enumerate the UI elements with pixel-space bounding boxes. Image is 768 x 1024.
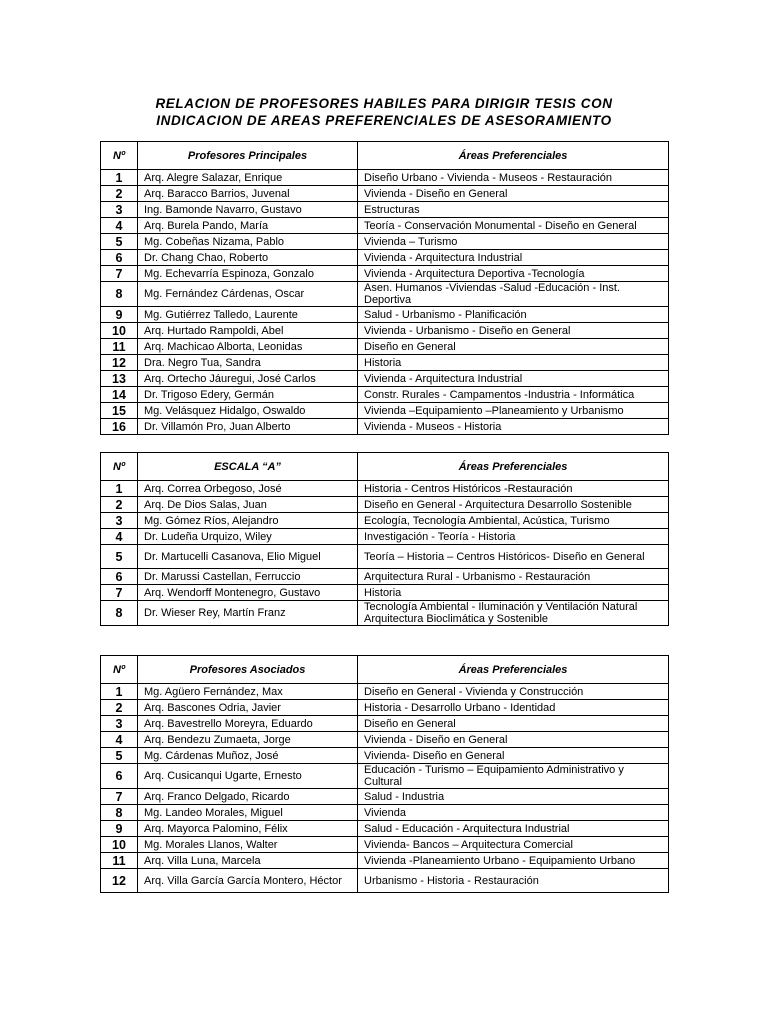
cell-number: 11 — [101, 339, 138, 355]
cell-name: Arq. Ortecho Jáuregui, José Carlos — [138, 371, 358, 387]
cell-name: Arq. Cusicanqui Ugarte, Ernesto — [138, 764, 358, 789]
header-areas: Áreas Preferenciales — [358, 656, 669, 684]
cell-name: Dr. Marussi Castellan, Ferruccio — [138, 569, 358, 585]
cell-name: Dr. Villamón Pro, Juan Alberto — [138, 419, 358, 435]
cell-name: Arq. Bavestrello Moreyra, Eduardo — [138, 716, 358, 732]
cell-number: 7 — [101, 789, 138, 805]
table-row — [101, 371, 669, 387]
cell-name: Arq. Correa Orbegoso, José — [138, 481, 358, 497]
cell-number: 11 — [101, 853, 138, 869]
cell-number: 6 — [101, 764, 138, 789]
cell-areas: Vivienda - Museos - Historia — [358, 419, 669, 435]
cell-name: Arq. De Dios Salas, Juan — [138, 497, 358, 513]
cell-name: Mg. Agüero Fernández, Max — [138, 684, 358, 700]
table-row — [101, 700, 669, 716]
table-row — [101, 805, 669, 821]
cell-number: 13 — [101, 371, 138, 387]
cell-name: Mg. Echevarría Espinoza, Gonzalo — [138, 266, 358, 282]
cell-areas: Vivienda -Planeamiento Urbano - Equipamiento Urbano — [358, 853, 669, 869]
header-name: Profesores Principales — [138, 142, 358, 170]
table-row — [101, 355, 669, 371]
table-row — [101, 821, 669, 837]
cell-name: Arq. Villa Luna, Marcela — [138, 853, 358, 869]
cell-areas: Vivienda - Arquitectura Industrial — [358, 371, 669, 387]
table-row — [101, 748, 669, 764]
cell-number: 16 — [101, 419, 138, 435]
cell-number: 5 — [101, 748, 138, 764]
cell-number: 10 — [101, 837, 138, 853]
cell-areas: Historia - Desarrollo Urbano - Identidad — [358, 700, 669, 716]
table-header-row — [101, 453, 669, 481]
cell-areas: Vivienda –Equipamiento –Planeamiento y Urbanismo — [358, 403, 669, 419]
cell-number: 9 — [101, 307, 138, 323]
cell-name: Mg. Cárdenas Muñoz, José — [138, 748, 358, 764]
header-number: Nº — [101, 142, 138, 170]
cell-number: 10 — [101, 323, 138, 339]
table-row — [101, 716, 669, 732]
cell-areas: Vivienda – Turismo — [358, 234, 669, 250]
cell-number: 12 — [101, 355, 138, 371]
cell-number: 8 — [101, 805, 138, 821]
cell-name: Arq. Bendezu Zumaeta, Jorge — [138, 732, 358, 748]
cell-areas: Salud - Educación - Arquitectura Industrial — [358, 821, 669, 837]
table-row — [101, 419, 669, 435]
cell-areas: Vivienda - Arquitectura Deportiva -Tecnología — [358, 266, 669, 282]
cell-number: 1 — [101, 481, 138, 497]
cell-name: Arq. Villa García García Montero, Héctor — [138, 869, 358, 893]
cell-name: Arq. Franco Delgado, Ricardo — [138, 789, 358, 805]
cell-areas: Historia — [358, 355, 669, 371]
table-row — [101, 764, 669, 789]
cell-name: Arq. Machicao Alborta, Leonidas — [138, 339, 358, 355]
cell-areas: Vivienda - Diseño en General — [358, 732, 669, 748]
cell-number: 6 — [101, 569, 138, 585]
cell-areas: Diseño en General - Arquitectura Desarrollo Sostenible — [358, 497, 669, 513]
table-row — [101, 266, 669, 282]
cell-name: Mg. Fernández Cárdenas, Oscar — [138, 282, 358, 307]
cell-number: 3 — [101, 716, 138, 732]
cell-areas: Estructuras — [358, 202, 669, 218]
table-row — [101, 513, 669, 529]
cell-number: 15 — [101, 403, 138, 419]
cell-number: 7 — [101, 585, 138, 601]
table-row — [101, 307, 669, 323]
cell-number: 3 — [101, 202, 138, 218]
cell-areas: Teoría - Conservación Monumental - Diseño en General — [358, 218, 669, 234]
table-row — [101, 869, 669, 893]
cell-name: Dr. Martucelli Casanova, Elio Miguel — [138, 545, 358, 569]
cell-name: Dr. Trigoso Edery, Germán — [138, 387, 358, 403]
header-areas: Áreas Preferenciales — [358, 453, 669, 481]
table-row — [101, 585, 669, 601]
cell-number: 9 — [101, 821, 138, 837]
cell-name: Mg. Landeo Morales, Miguel — [138, 805, 358, 821]
cell-areas: Vivienda- Bancos – Arquitectura Comercial — [358, 837, 669, 853]
table-row — [101, 481, 669, 497]
table-row — [101, 601, 669, 626]
table-row — [101, 497, 669, 513]
cell-areas: Diseño Urbano - Vivienda - Museos - Restauración — [358, 170, 669, 186]
table-escala-a — [100, 452, 669, 626]
table-row — [101, 186, 669, 202]
cell-name: Mg. Cobeñas Nizama, Pablo — [138, 234, 358, 250]
cell-name: Arq. Baracco Barrios, Juvenal — [138, 186, 358, 202]
table-row — [101, 789, 669, 805]
cell-number: 2 — [101, 497, 138, 513]
cell-number: 4 — [101, 529, 138, 545]
cell-number: 4 — [101, 732, 138, 748]
table-row — [101, 339, 669, 355]
cell-areas: Diseño en General — [358, 716, 669, 732]
table-profesores-asociados — [100, 655, 669, 893]
document-title-line-2: INDICACION DE AREAS PREFERENCIALES DE ASESORAMIENTO — [156, 113, 612, 128]
cell-number: 3 — [101, 513, 138, 529]
table-row — [101, 250, 669, 266]
table-row — [101, 403, 669, 419]
cell-number: 1 — [101, 170, 138, 186]
cell-name: Arq. Wendorff Montenegro, Gustavo — [138, 585, 358, 601]
cell-number: 6 — [101, 250, 138, 266]
cell-name: Mg. Gutiérrez Talledo, Laurente — [138, 307, 358, 323]
table-row — [101, 323, 669, 339]
cell-name: Arq. Hurtado Rampoldi, Abel — [138, 323, 358, 339]
cell-number: 4 — [101, 218, 138, 234]
cell-number: 14 — [101, 387, 138, 403]
cell-number: 2 — [101, 186, 138, 202]
cell-number: 12 — [101, 869, 138, 893]
header-name: Profesores Asociados — [138, 656, 358, 684]
header-areas: Áreas Preferenciales — [358, 142, 669, 170]
cell-name: Dr. Wieser Rey, Martín Franz — [138, 601, 358, 626]
table-row — [101, 387, 669, 403]
cell-name: Arq. Burela Pando, María — [138, 218, 358, 234]
table-row — [101, 529, 669, 545]
cell-areas: Salud - Industria — [358, 789, 669, 805]
cell-areas: Vivienda - Urbanismo - Diseño en General — [358, 323, 669, 339]
cell-name: Mg. Gómez Ríos, Alejandro — [138, 513, 358, 529]
table-row — [101, 202, 669, 218]
cell-areas: Tecnología Ambiental - Iluminación y Ventilación Natural Arquitectura Bioclimática y Sostenible — [358, 601, 669, 626]
cell-number: 2 — [101, 700, 138, 716]
table-row — [101, 234, 669, 250]
cell-areas: Investigación - Teoría - Historia — [358, 529, 669, 545]
cell-name: Dra. Negro Tua, Sandra — [138, 355, 358, 371]
cell-name: Ing. Bamonde Navarro, Gustavo — [138, 202, 358, 218]
cell-areas: Historia - Centros Históricos -Restauración — [358, 481, 669, 497]
table-row — [101, 569, 669, 585]
cell-areas: Arquitectura Rural - Urbanismo - Restauración — [358, 569, 669, 585]
cell-name: Dr. Ludeña Urquizo, Wiley — [138, 529, 358, 545]
table-row — [101, 732, 669, 748]
table-profesores-principales — [100, 141, 669, 435]
cell-name: Arq. Mayorca Palomino, Félix — [138, 821, 358, 837]
cell-number: 8 — [101, 601, 138, 626]
cell-number: 1 — [101, 684, 138, 700]
cell-areas: Urbanismo - Historia - Restauración — [358, 869, 669, 893]
cell-name: Mg. Velásquez Hidalgo, Oswaldo — [138, 403, 358, 419]
table-row — [101, 170, 669, 186]
cell-areas: Diseño en General - Vivienda y Construcción — [358, 684, 669, 700]
cell-name: Arq. Alegre Salazar, Enrique — [138, 170, 358, 186]
header-number: Nº — [101, 656, 138, 684]
document-title-line-1: RELACION DE PROFESORES HABILES PARA DIRIGIR TESIS CON — [155, 96, 613, 111]
cell-name: Dr. Chang Chao, Roberto — [138, 250, 358, 266]
header-name: ESCALA “A” — [138, 453, 358, 481]
table-row — [101, 282, 669, 307]
header-number: Nº — [101, 453, 138, 481]
cell-name: Mg. Morales Llanos, Walter — [138, 837, 358, 853]
table-header-row — [101, 656, 669, 684]
cell-number: 7 — [101, 266, 138, 282]
cell-areas: Diseño en General — [358, 339, 669, 355]
table-row — [101, 218, 669, 234]
cell-areas: Vivienda — [358, 805, 669, 821]
cell-areas: Salud - Urbanismo - Planificación — [358, 307, 669, 323]
table-row — [101, 853, 669, 869]
cell-areas: Historia — [358, 585, 669, 601]
cell-areas: Vivienda - Arquitectura Industrial — [358, 250, 669, 266]
cell-areas: Vivienda- Diseño en General — [358, 748, 669, 764]
cell-areas: Asen. Humanos -Viviendas -Salud -Educación - Inst. Deportiva — [358, 282, 669, 307]
cell-areas: Educación - Turismo – Equipamiento Administrativo y Cultural — [358, 764, 669, 789]
table-row — [101, 684, 669, 700]
table-row — [101, 837, 669, 853]
cell-number: 5 — [101, 545, 138, 569]
cell-number: 5 — [101, 234, 138, 250]
cell-areas: Ecología, Tecnología Ambiental, Acústica, Turismo — [358, 513, 669, 529]
cell-areas: Constr. Rurales - Campamentos -Industria - Informática — [358, 387, 669, 403]
table-header-row — [101, 142, 669, 170]
table-row — [101, 545, 669, 569]
cell-areas: Teoría – Historia – Centros Históricos- Diseño en General — [358, 545, 669, 569]
cell-number: 8 — [101, 282, 138, 307]
cell-areas: Vivienda - Diseño en General — [358, 186, 669, 202]
cell-name: Arq. Bascones Odria, Javier — [138, 700, 358, 716]
